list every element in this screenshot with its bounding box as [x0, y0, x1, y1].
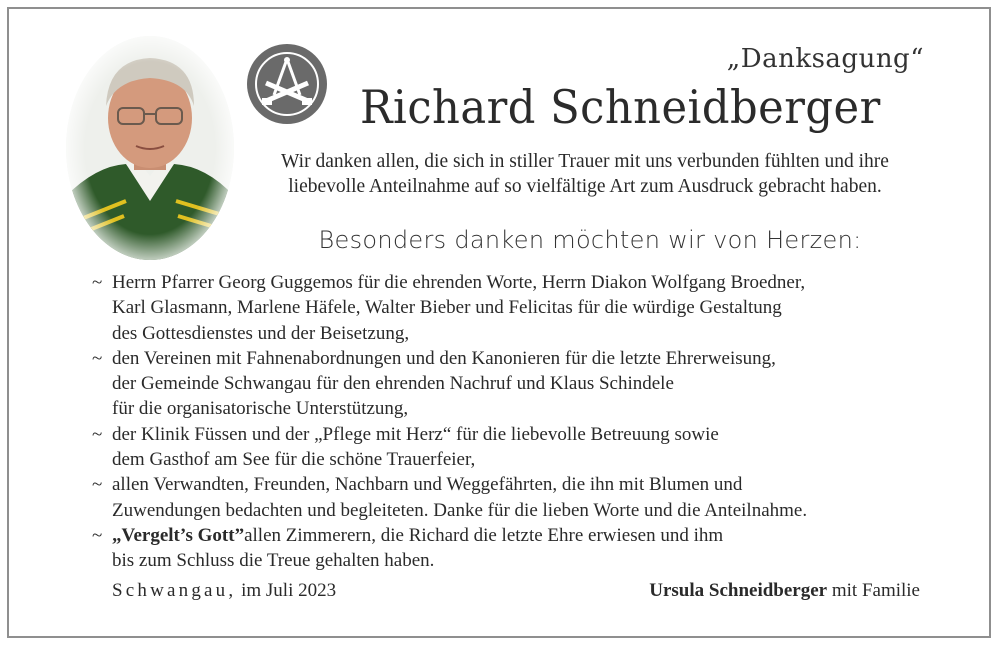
list-item-line: der Klinik Füssen und der „Pflege mit Herz“ für die liebevolle Betreuung sowie: [112, 423, 719, 445]
special-thanks-heading: Besonders danken möchten wir von Herzen:: [318, 226, 862, 254]
list-item: [92, 523, 942, 574]
list-item-line: für die organisatorische Unterstützung,: [112, 398, 409, 420]
list-item-line: allen Verwandten, Freunden, Nachbarn und Weggefährten, die ihn mit Blumen und: [112, 474, 743, 496]
vergelts-gott-text: „Vergelt’s Gott”: [112, 524, 245, 546]
list-item: [92, 472, 942, 523]
list-item-line: [112, 523, 942, 548]
deceased-name: Richard Schneidberger: [360, 80, 881, 134]
bullet-tilde: ~: [92, 347, 103, 369]
intro-line: Wir danken allen, die sich in stiller Trauer mit uns verbunden fühlten und ihre: [281, 151, 889, 172]
list-item-line: bis zum Schluss die Treue gehalten haben.: [112, 550, 435, 572]
thanks-list: [92, 270, 942, 574]
list-item-line: des Gottesdienstes und der Beisetzung,: [112, 322, 410, 344]
intro-text: [240, 149, 930, 199]
list-item-line: Zuwendungen bedachten und begleiteten. Danke für die lieben Worte und die Anteilnahme.: [112, 499, 808, 521]
portrait-photo: [66, 36, 234, 260]
signer-suffix: mit Familie: [831, 580, 920, 601]
list-item: [92, 270, 942, 346]
list-item-line: der Gemeinde Schwangau für den ehrenden Nachruf und Klaus Schindele: [112, 373, 674, 395]
bullet-tilde: ~: [92, 423, 103, 445]
thanks-heading: „Danksagung“: [726, 44, 924, 74]
list-item-line: den Vereinen mit Fahnenabordnungen und den Kanonieren für die letzte Ehrerweisung,: [112, 347, 776, 369]
bullet-tilde: ~: [92, 474, 103, 496]
list-item-line: dem Gasthof am See für die schöne Trauerfeier,: [112, 449, 476, 471]
list-item-text: allen Zimmerern, die Richard die letzte Ehre erwiesen und ihm: [244, 524, 724, 546]
signer-name: Ursula Schneidberger: [649, 580, 828, 601]
date-text: im Juli 2023: [241, 580, 337, 601]
list-item: [92, 346, 942, 422]
bullet-tilde: ~: [92, 524, 103, 546]
signature: [649, 580, 920, 602]
list-item-line: Karl Glasmann, Marlene Häfele, Walter Bieber und Felicitas für die würdige Gestaltung: [112, 297, 782, 319]
list-item: [92, 422, 942, 473]
list-item-line: Herrn Pfarrer Georg Guggemos für die ehrenden Worte, Herrn Diakon Wolfgang Broedner,: [112, 272, 806, 293]
carpenter-guild-emblem-icon: [246, 43, 328, 125]
place-name: Schwangau,: [112, 580, 237, 601]
intro-line: liebevolle Anteilnahme auf so vielfältige Art zum Ausdruck gebracht haben.: [288, 176, 882, 197]
place-date: [112, 580, 336, 602]
bullet-tilde: ~: [92, 272, 103, 293]
